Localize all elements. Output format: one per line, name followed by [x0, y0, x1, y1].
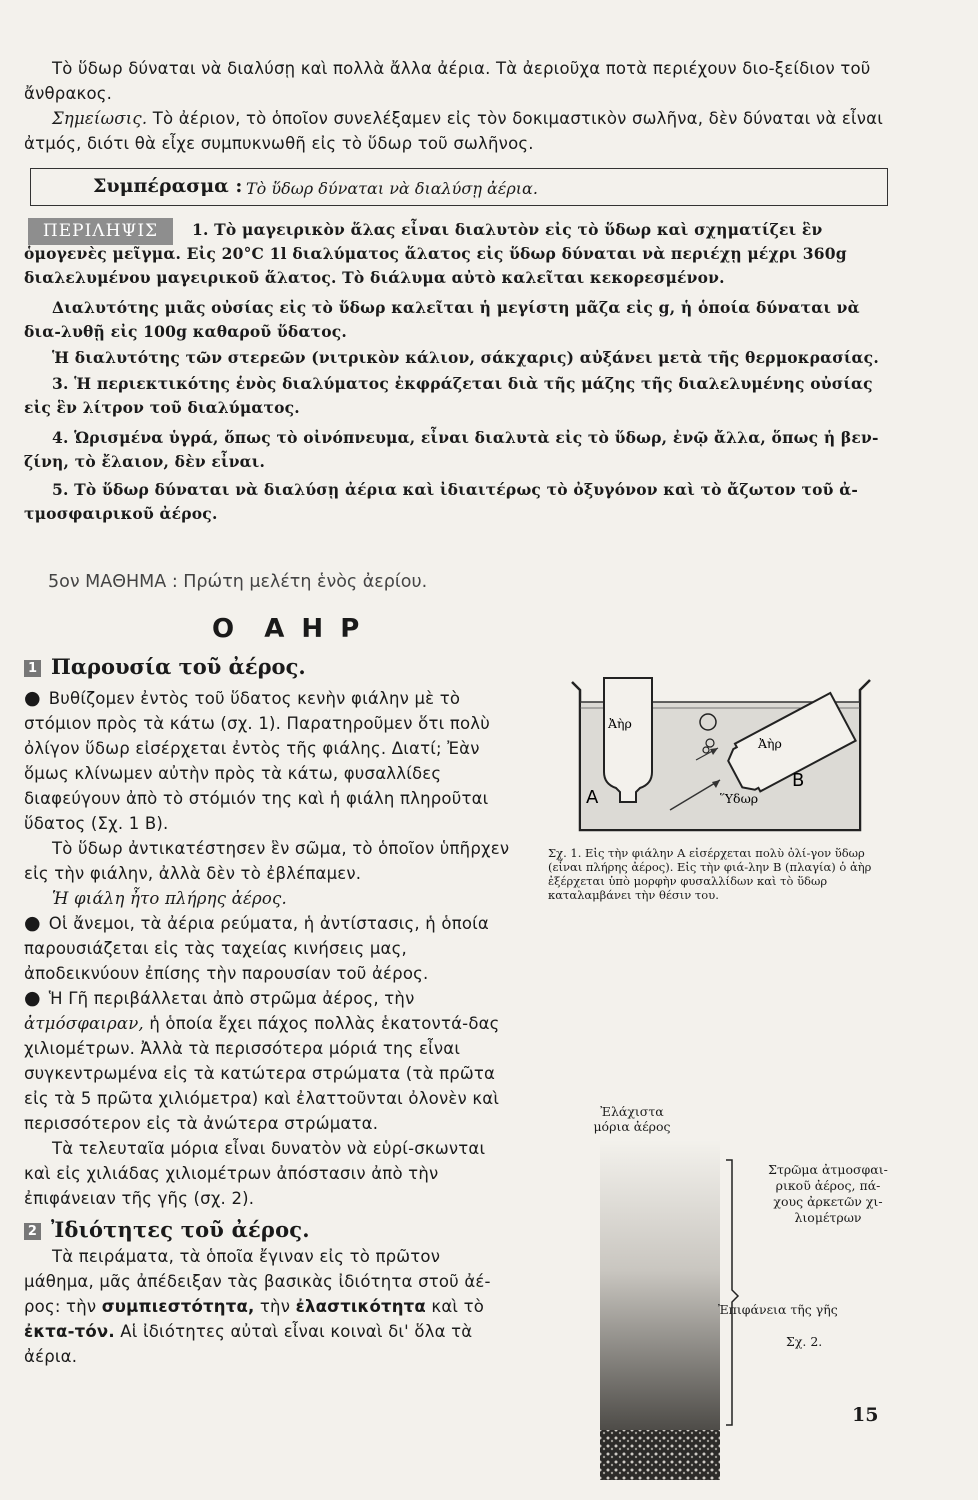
note-text: Τὸ ἀέριον, τὸ ὁποῖον συνελέξαμεν εἰς τὸν δοκιμαστικὸν σωλῆνα, δὲν δύναται νὰ εἶναι ἀτμός, διότι θὰ εἶχε συμπυκνωθῆ εἰς τὸ ὕδωρ τοῦ σωλῆνος.	[24, 109, 884, 153]
section1-title: Παρουσία τοῦ ἀέρος.	[51, 654, 306, 679]
section1-bullet-3-text-b: ἡ ὁποία ἔχει πάχος πολλὰς ἑκατοντά-δας χιλιομέτρων. Ἀλλὰ τὰ περισσότερα μόριά της εἶναι συγκεντρωμένα εἰς τὰ κατώτερα στρώματα (τὰ πρῶτα εἰς τὰ 5 πρῶτα χιλιόμετρα) καὶ ἐλαττοῦνται ὀλονὲν καὶ περισσότερον εἰς τὰ ἀνώτερα στρώματα.	[24, 1014, 500, 1133]
summary-item-1: 1. Τὸ μαγειρικὸν ἅλας εἶναι διαλυτὸν εἰς τὸ ὕδωρ καὶ σχηματίζει ἓν ὁμογενὲς μεῖγμα. Εἰς 20°C 1l διαλύματος ἅλατος εἰς ὕδωρ δύναται νὰ περιέχῃ μέχρι 360g διαλελυμένου μαγειρικοῦ ἅλατος. Τὸ διάλυμα αὐτὸ καλεῖται κεκορεσμένον.	[24, 220, 847, 287]
conclusion-box	[30, 168, 888, 206]
atmosphere-term: ἀτμόσφαιραν,	[24, 1014, 144, 1033]
summary-item-2b: Ἡ διαλυτότης τῶν στερεῶν (νιτρικὸν κάλιον, σάκχαρις) αὐξάνει μετὰ τῆς θερμοκρασίας.	[52, 348, 879, 367]
section1-italic: Ἡ φιάλη ἦτο πλήρης ἀέρος.	[52, 889, 287, 908]
bullet-icon: ●	[24, 912, 41, 934]
section2-text-c: καὶ τὸ	[431, 1297, 485, 1316]
figure-1-caption: Σχ. 1. Εἰς τὴν φιάλην Α εἰσέρχεται πολὺ ὀλί-γον ὕδωρ (εἶναι πλήρης ἀέρος). Εἰς τὴν φιά-λην Β (πλαγία) ὁ ἀὴρ ἐξέρχεται ὑπὸ μορφὴν φυσαλλίδων καὶ τὸ ὕδωρ καταλαμβάνει τὴν θέσιν του.	[548, 846, 872, 902]
term-expandability: ἐκτα-τόν.	[24, 1322, 115, 1341]
intro-paragraph: Τὸ ὕδωρ δύναται νὰ διαλύσῃ καὶ πολλὰ ἄλλα ἀέρια. Τὰ ἀεριοῦχα ποτὰ περιέχουν διο-ξείδιον τοῦ ἄνθρακος.	[24, 59, 871, 103]
section1-bullet-3	[24, 986, 514, 1136]
section1-heading	[24, 654, 306, 679]
section2-title: Ἰδιότητες τοῦ ἀέρος.	[51, 1217, 310, 1242]
summary-item-4: 4. Ὡρισμένα ὑγρά, ὅπως τὸ οἰνόπνευμα, εἶναι διαλυτὰ εἰς τὸ ὕδωρ, ἐνῷ ἄλλα, ὅπως ἡ βεν-ζίνη, τὸ ἔλαιον, δὲν εἶναι.	[24, 428, 879, 471]
section2-number: 2	[24, 1223, 41, 1240]
lesson-title: Ο Α Η Ρ	[212, 614, 364, 644]
fig1-label-b: Β	[792, 770, 805, 791]
lesson-header: 5ον ΜΑΘΗΜΑ : Πρώτη μελέτη ἑνὸς ἀερίου.	[48, 572, 428, 592]
note-label: Σημείωσις.	[52, 109, 148, 128]
fig1-water-label: Ὕδωρ	[720, 791, 759, 806]
section1-paragraph-2: Τὸ ὕδωρ ἀντικατέστησεν ἓν σῶμα, τὸ ὁποῖον ὑπῆρχεν εἰς τὴν φιάλην, ἀλλὰ δὲν τὸ ἐβλέπαμεν.	[24, 839, 510, 883]
section1-paragraph-3: Τὰ τελευταῖα μόρια εἶναι δυνατὸν νὰ εὑρί-σκωνται καὶ εἰς χιλιάδας χιλιομέτρων ἀπόστασιν ἀπὸ τὴν ἐπιφάνειαν τῆς γῆς (σχ. 2).	[24, 1139, 486, 1208]
section1-bullet-3-text-a: Ἡ Γῆ περιβάλλεται ἀπὸ στρῶμα ἀέρος, τὴν	[48, 989, 415, 1008]
section1-column	[24, 686, 514, 1369]
summary-item-2: Διαλυτότης μιᾶς οὐσίας εἰς τὸ ὕδωρ καλεῖται ἡ μεγίστη μᾶζα εἰς g, ἡ ὁποία δύναται νὰ δια-λυθῇ εἰς 100g καθαροῦ ὕδατος.	[24, 298, 860, 341]
section2-text-b: τὴν	[259, 1297, 291, 1316]
bullet-icon: ●	[24, 687, 41, 709]
section1-bullet-2-text: Οἱ ἄνεμοι, τὰ ἀέρια ρεύματα, ἡ ἀντίστασις, ἡ ὁποία παρουσιάζεται εἰς τὰς ταχείας κινήσεις μας, ἀποδεικνύουν ἐπίσης τὴν παρουσίαν τοῦ ἀέρος.	[24, 914, 489, 983]
summary-item-3: 3. Ἡ περιεκτικότης ἑνὸς διαλύματος ἐκφράζεται διὰ τῆς μάζης τῆς διαλελυμένης οὐσίας εἰς ἓν λίτρον τοῦ διαλύματος.	[24, 374, 873, 417]
figure-1-diagram	[560, 660, 890, 840]
conclusion-label: Συμπέρασμα :	[93, 175, 243, 197]
page-number: 15	[852, 1404, 879, 1426]
note-paragraph	[24, 106, 894, 156]
conclusion-text: Τὸ ὕδωρ δύναται νὰ διαλύσῃ ἀέρια.	[246, 179, 538, 198]
earth-surface	[600, 1430, 720, 1480]
fig2-side-label: Στρῶμα ἀτμοσφαι-ρικοῦ ἀέρος, πά-χους ἀρκετῶν χι-λιομέτρων	[768, 1162, 888, 1225]
fig1-label-a: Α	[586, 787, 599, 808]
summary-item-5: 5. Τὸ ὕδωρ δύναται νὰ διαλύσῃ ἀέρια καὶ ἰδιαιτέρως τὸ ὀξυγόνον καὶ τὸ ἄζωτον τοῦ ἀ-τμοσφαιρικοῦ ἀέρος.	[24, 480, 858, 523]
summary-badge: ΠΕΡΙΛΗΨΙΣ	[28, 218, 173, 245]
term-elasticity: ἐλαστικότητα	[295, 1297, 426, 1316]
bullet-icon: ●	[24, 987, 41, 1009]
section2-heading	[24, 1217, 514, 1242]
fig1-air-label-b: Ἀὴρ	[758, 736, 782, 751]
fig2-top-label: Ἐλάχιστα μόρια ἀέρος	[593, 1104, 671, 1134]
term-compressibility: συμπιεστότητα,	[101, 1297, 255, 1316]
section1-number: 1	[24, 660, 41, 677]
fig2-caption: Σχ. 2.	[786, 1334, 823, 1349]
section1-bullet-2	[24, 911, 514, 986]
section1-bullet-1-text: Βυθίζομεν ἐντὸς τοῦ ὕδατος κενὴν φιάλην μὲ τὸ στόμιον πρὸς τὰ κάτω (σχ. 1). Παρατηροῦμεν ὅτι πολὺ ὀλίγον ὕδωρ εἰσέρχεται ἐντὸς τῆς φιάλης. Διατί; Ἐὰν ὅμως κλίνωμεν αὐτὴν πρὸς τὰ κάτω, φυσαλλίδες διαφεύγουν ἀπὸ τὸ στόμιόν της καὶ ἡ φιάλη πληροῦται ὕδατος (Σχ. 1 Β).	[24, 689, 490, 833]
section2-paragraph	[24, 1244, 514, 1369]
bottle-a	[604, 678, 652, 802]
fig2-surface-label: Ἐπιφάνεια τῆς γῆς	[718, 1302, 838, 1317]
section1-bullet-1	[24, 686, 514, 836]
atmosphere-layer	[600, 1140, 720, 1430]
section2-text-d: Αἱ ἰδιότητες αὐταὶ εἶναι κοιναὶ δι' ὅλα τὰ ἀέρια.	[24, 1322, 473, 1366]
section2-text-a: Τὰ πειράματα, τὰ ὁποῖα ἔγιναν εἰς τὸ πρῶτον μάθημα, μᾶς ἀπέδειξαν τὰς βασικὰς ἰδιότητα στοῦ ἀέ-ρος: τὴν	[24, 1247, 491, 1316]
thickness-bracket	[726, 1160, 738, 1425]
fig1-air-label-a: Ἀὴρ	[608, 716, 632, 731]
